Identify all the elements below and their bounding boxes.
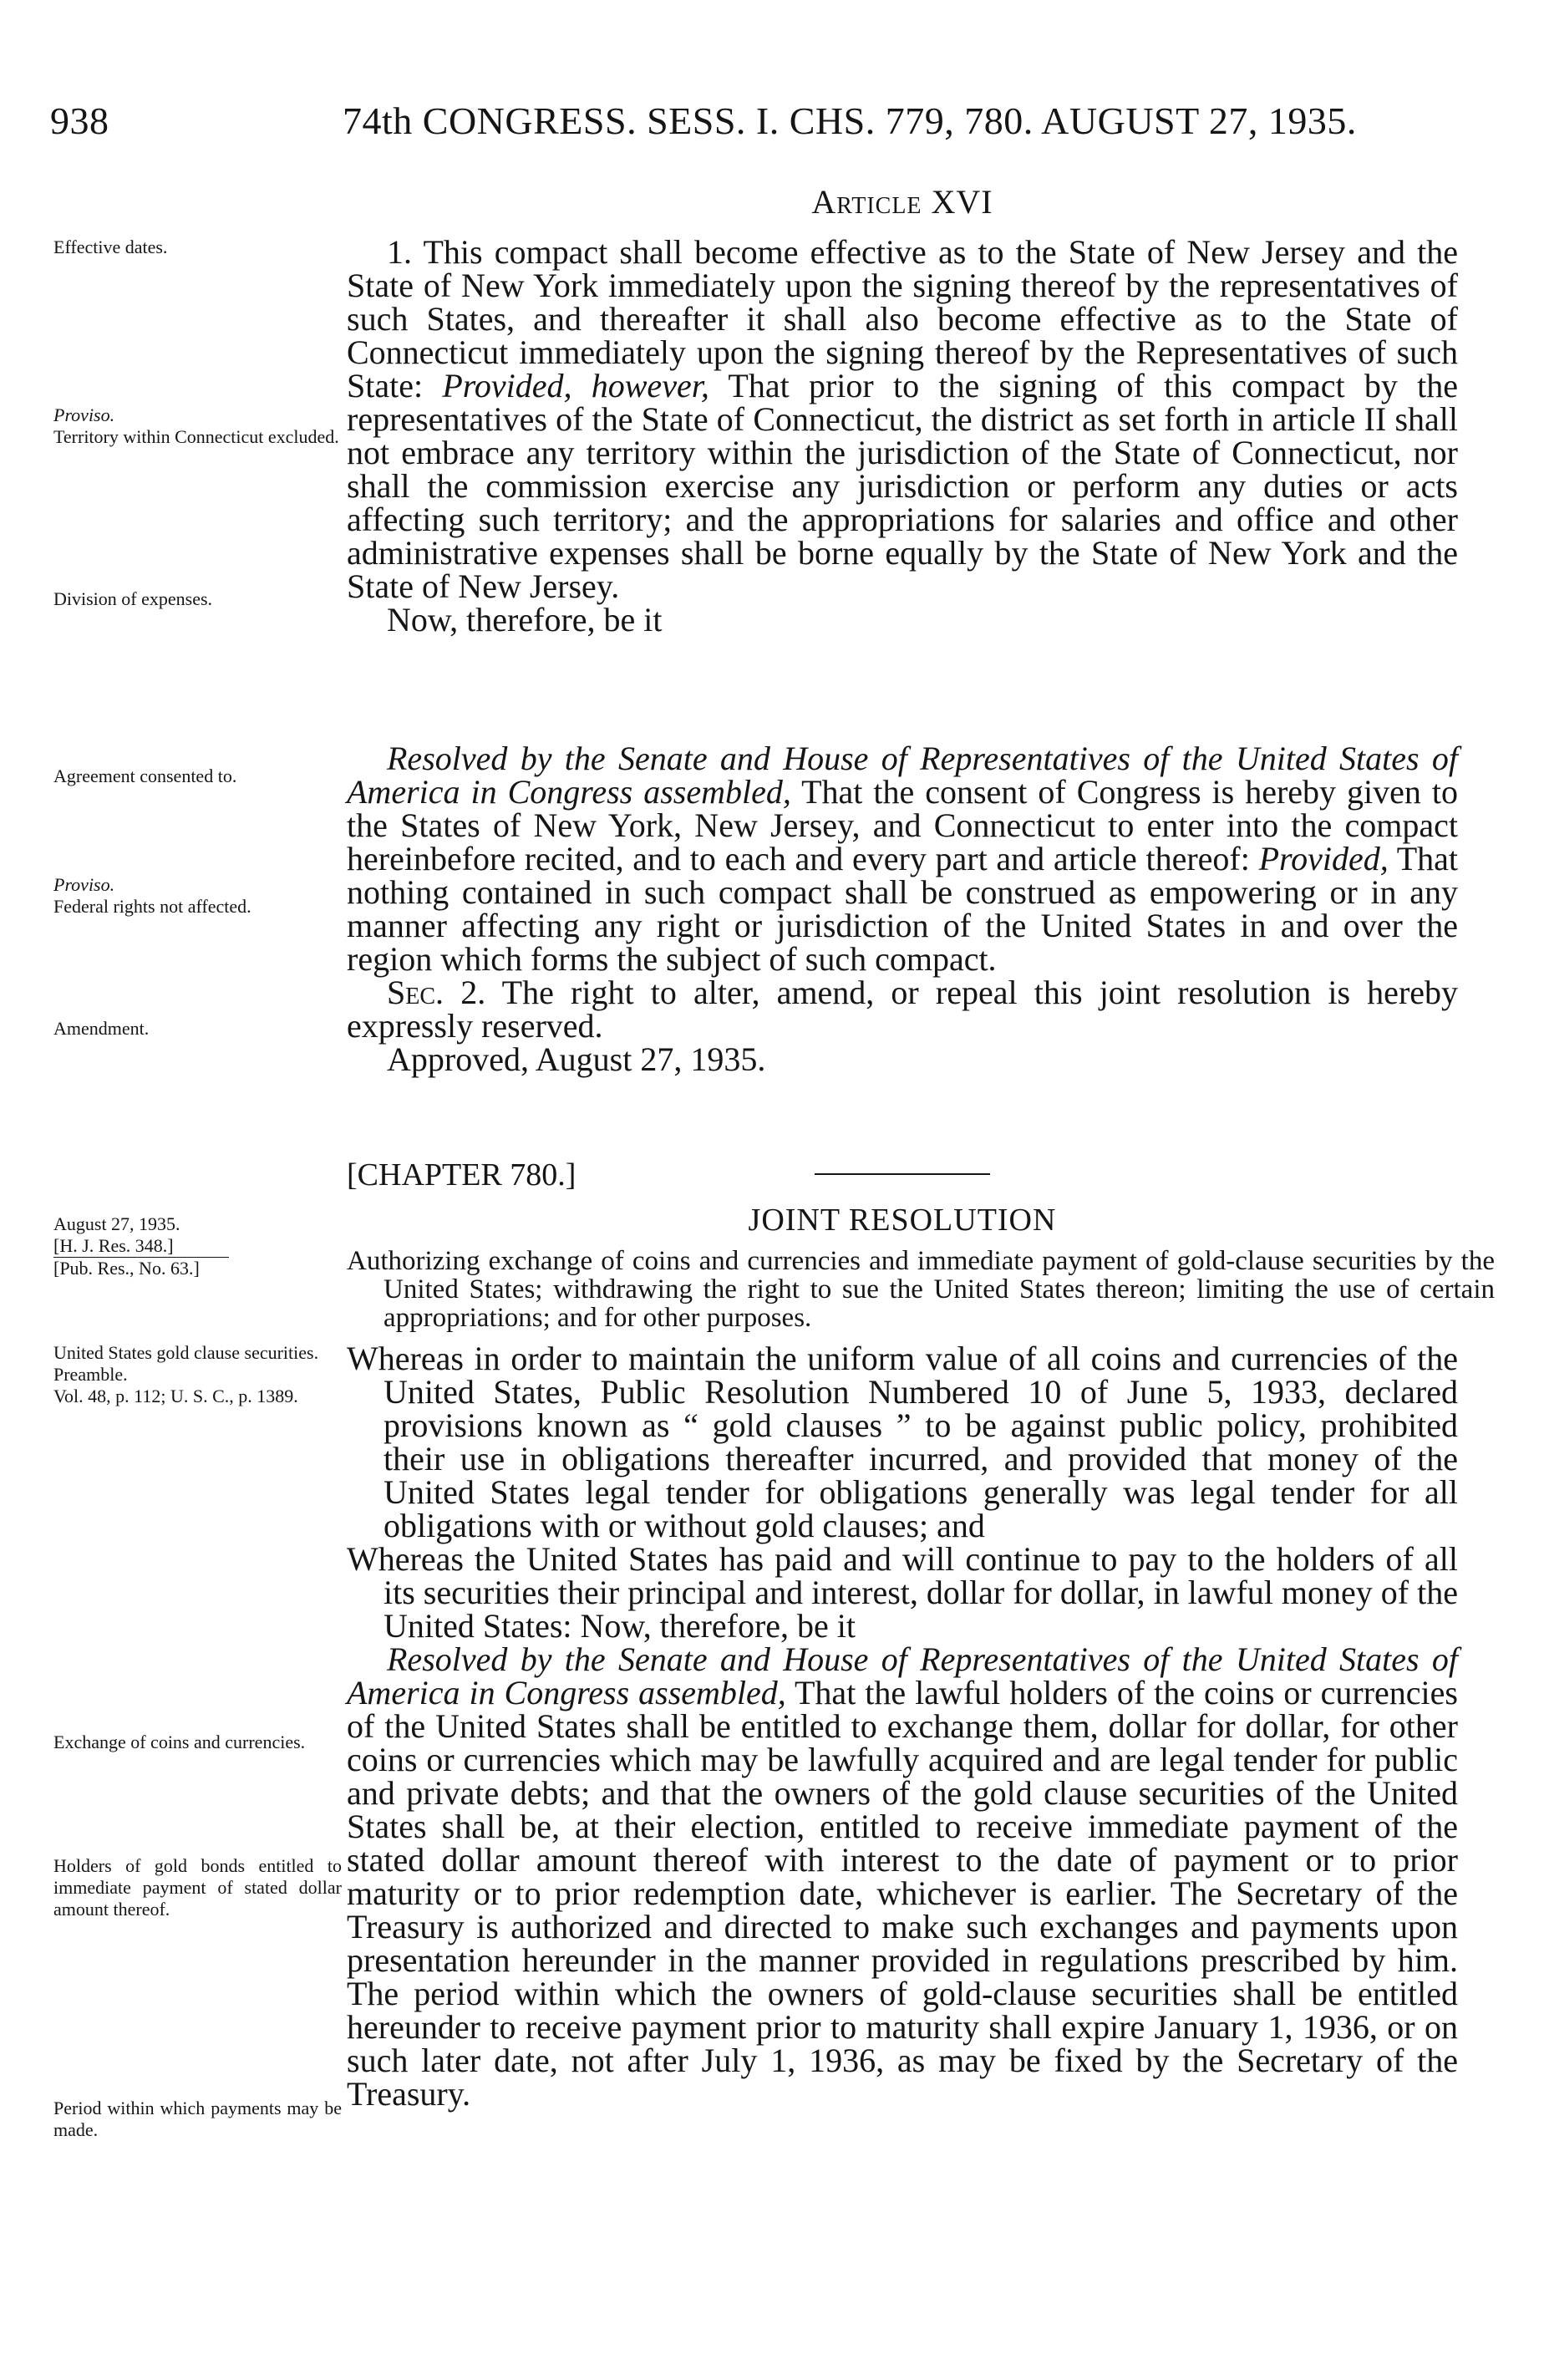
joint-resolution-synopsis: Authorizing exchange of coins and currencies and immediate payment of gold-clause securities by the United States; withdrawing the right to sue the United States thereon; limiting the use of certain appropriations; and for other purposes.	[347, 1246, 1495, 1333]
margin-note-gold-clause	[53, 1342, 342, 1407]
chapter-780-label: [CHAPTER 780.]	[347, 1157, 576, 1193]
margin-note-agreement-consented: Agreement consented to.	[53, 765, 237, 786]
margin-note-exchange: Exchange of coins and currencies.	[53, 1732, 306, 1752]
margin-note-gold-clause-securities: United States gold clause securities.	[53, 1342, 319, 1363]
margin-note-effective-dates: Effective dates.	[53, 236, 168, 257]
margin-note-amendment: Amendment.	[53, 1018, 150, 1039]
article-paragraph-1: 1. This compact shall become effective as to the State of New Jersey and the State of New York immediately upon the signing thereof by the representatives of such States, and thereafter it shall also become effective as to the State of Connecticut immediately upon the signing thereof by the Representatives of such State: Provided, however, That prior to the signing of this compact by the representatives of the State of Connecticut, the district as set forth in article II shall not embrace any territory within the jurisdiction of the State of Connecticut, nor shall the commission exercise any jurisdiction or perform any duties or acts affecting such territory; and the appropriations for salaries and office and other administrative expenses shall be borne equally by the State of New York and the State of New Jersey.	[347, 233, 1459, 605]
margin-note-proviso-2	[53, 874, 342, 918]
margin-note-pub-res: [Pub. Res., No. 63.]	[53, 1258, 200, 1279]
margin-note-hj-res: [H. J. Res. 348.]	[53, 1235, 229, 1258]
running-head: 74th CONGRESS. SESS. I. CHS. 779, 780. AUGUST 27, 1935.	[343, 99, 1357, 142]
joint-resolution-title: JOINT RESOLUTION	[748, 1203, 1057, 1238]
whereas-1: Whereas in order to maintain the uniform value of all coins and currencies of the United States, Public Resolution Numbered 10 of June 5, 1933, declared provisions known as “ gold clauses ” to be against public policy, prohibited their use in obligations thereafter incurred, and provided that money of the United States legal tender for obligations generally was legal tender for all obligations with or without gold clauses; and	[347, 1340, 1458, 1544]
margin-note-division-of-expenses: Division of expenses.	[53, 588, 213, 609]
margin-note-proviso-1	[53, 404, 342, 448]
margin-note-date: August 27, 1935.	[53, 1213, 180, 1234]
margin-note-proviso-text: Federal rights not affected.	[53, 896, 251, 917]
margin-note-period: Period within which payments may be made.	[53, 2098, 342, 2140]
whereas-2: Whereas the United States has paid and will continue to pay to the holders of all its securities their principal and interest, dollar for dollar, in lawful money of the United States: Now, therefore, be it	[347, 1540, 1458, 1645]
article-body	[347, 233, 1459, 638]
section-2: Sec. 2. The right to alter, amend, or repeal this joint resolution is hereby expressly reserved.	[347, 974, 1459, 1045]
page-number: 938	[50, 99, 109, 142]
approved-line: Approved, August 27, 1935.	[387, 1040, 766, 1078]
margin-note-proviso-label: Proviso.	[53, 404, 115, 425]
margin-note-vol-ref: Vol. 48, p. 112; U. S. C., p. 1389.	[53, 1386, 298, 1406]
resolution-779	[347, 742, 1458, 1076]
margin-note-proviso-text: Territory within Connecticut excluded.	[53, 426, 339, 447]
now-therefore: Now, therefore, be it	[387, 601, 663, 638]
margin-note-preamble: Preamble.	[53, 1364, 128, 1385]
chapter-780-resolution: Resolved by the Senate and House of Representatives of the United States of America in Congress assembled, That the lawful holders of the coins or currencies of the United States shall be entitled to exchange them, dollar for dollar, for other coins or currencies which may be lawfully acquired and are legal tender for public and private debts; and that the owners of the gold clause securities of the United States shall be, at their election, entitled to receive immediate payment of the stated dollar amount thereof with interest to the date of payment or to prior maturity or to prior redemption date, whichever is earlier. The Secretary of the Treasury is authorized and directed to make such exchanges and payments upon presentation hereunder in the manner provided in regulations prescribed by him. The period within which the owners of gold-clause securities shall be entitled hereunder to receive payment prior to maturity shall expire January 1, 1936, or on such later date, not after July 1, 1936, as may be fixed by the Secretary of the Treasury.	[347, 1640, 1458, 2113]
article-heading: Article XVI	[811, 183, 993, 221]
chapter-780-body	[347, 1342, 1458, 2111]
resolution-779-body: Resolved by the Senate and House of Representatives of the United States of America in Congress assembled, That the consent of Congress is hereby given to the States of New York, New Jersey, and Connecticut to enter into the compact hereinbefore recited, and to each and every part and article thereof: Provided, That nothing contained in such compact shall be construed as empowering or in any manner affecting any right or jurisdiction of the United States in and over the region which forms the subject of such compact.	[347, 740, 1458, 978]
margin-note-bill-ids	[53, 1213, 342, 1279]
margin-note-holders: Holders of gold bonds entitled to immediate payment of stated dollar amount thereof.	[53, 1855, 342, 1920]
margin-note-proviso-label: Proviso.	[53, 874, 115, 895]
